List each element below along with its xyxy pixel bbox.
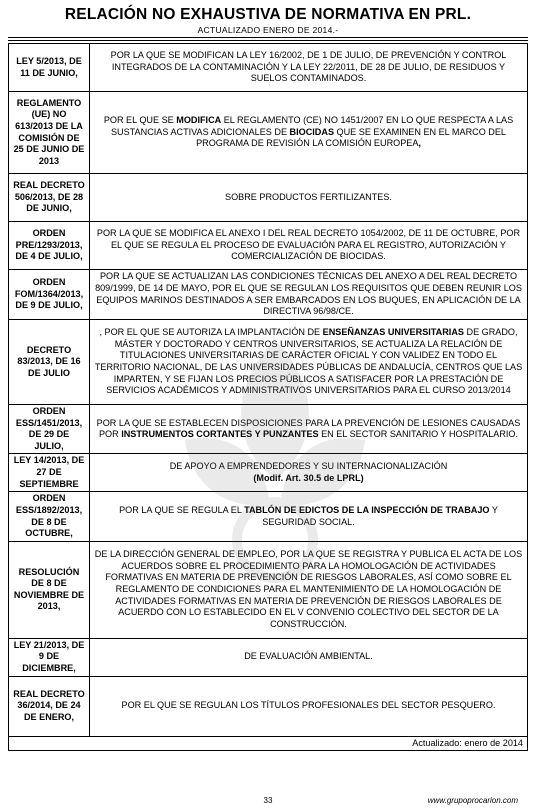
description-emphasis: BIOCIDAS	[289, 126, 335, 137]
regulation-reference: LEY 21/2013, DE 9 DE DICIEMBRE,	[9, 638, 90, 676]
description-part: QUE SE EXAMINEN EN EL MARCO DEL PROGRAMA DE REVISIÓN LA COMISIÓN EUROPEA	[196, 126, 506, 149]
description-part: DE APOYO A EMPRENDEDORES Y SU INTERNACIONALIZACIÓN	[169, 461, 448, 472]
regulation-reference: REGLAMENTO (UE) NO 613/2013 DE LA COMISIÓN DE 25 DE JUNIO DE 2013	[9, 92, 90, 174]
regulation-reference: ORDEN ESS/1451/2013, DE 29 DE JULIO,	[9, 405, 90, 454]
table-row	[9, 676, 528, 736]
page-title	[0, 6, 536, 24]
regulation-reference: ORDEN ESS/1892/2013, DE 8 DE OCTUBRE,	[9, 492, 90, 541]
description-emphasis: ENSEÑANZAS UNIVERSITARIAS	[322, 327, 464, 338]
footer-website: www.grupoprocarion.com	[427, 796, 518, 805]
description-emphasis: TABLÓN DE EDICTOS DE LA INSPECCIÓN DE TRABAJO	[244, 504, 490, 515]
description-emphasis: ,	[418, 138, 421, 149]
regulation-reference: REAL DECRETO 506/2013, DE 28 DE JUNIO,	[9, 174, 90, 222]
description-part: POR EL QUE SE	[103, 115, 177, 126]
regulation-reference: REAL DECRETO 36/2014, DE 24 DE ENERO,	[9, 676, 90, 736]
table-row	[9, 270, 528, 320]
header-rule	[8, 37, 528, 38]
regulation-description	[90, 405, 528, 454]
page-number: 33	[263, 796, 273, 805]
regulation-reference: LEY 14/2013, DE 27 DE SEPTIEMBRE	[9, 454, 90, 492]
table-footer-row	[9, 736, 528, 751]
table-row	[9, 405, 528, 454]
regulation-description: POR LA QUE SE ACTUALIZAN LAS CONDICIONES TÉCNICAS DEL ANEXO A DEL REAL DECRETO 809/1999, DE 14 DE MAYO, POR EL QUE SE REGULAN LOS REQUISITOS QUE DEBEN REUNIR LOS EQUIPOS MARINOS DESTINADOS A SER EMBARCADOS EN LOS BUQUES, EN APLICACIÓN DE LA DIRECTIVA 96/98/CE.	[90, 270, 528, 320]
description-part: POR LA QUE SE REGULA EL	[119, 504, 245, 515]
regulation-description: DE LA DIRECCIÓN GENERAL DE EMPLEO, POR LA QUE SE REGISTRA Y PUBLICA EL ACTA DE LOS ACUERDOS SOBRE EL PROCEDIMIENTO PARA LA HOMOLOGACIÓN DE ACTIVIDADES FORMATIVAS EN MATERIA DE PREVENCIÓN DE RIESGOS LABORALES, ASÍ COMO SOBRE EL REGLAMENTO DE CONDICIONES PARA EL MANTENIMIENTO DE LA HOMOLOGACIÓN DE ACTIVIDADES FORMATIVAS EN MATERIA DE PREVENCIÓN DE RIESGOS LABORALES DE ACUERDO CON LO ESTABLECIDO EN EL V CONVENIO COLECTIVO DEL SECTOR DE LA CONSTRUCCIÓN.	[90, 541, 528, 638]
description-part: EN EL SECTOR SANITARIO Y HOSPITALARIO.	[318, 429, 519, 440]
description-part: DE GRADO, MÁSTER Y DOCTORADO Y CENTROS UNIVERSITARIOS, SE ACTUALIZA LA RELACIÓN DE TITULACIONES UNIVERSITARIAS DE CARÁCTER OFICIAL Y CON VALIDEZ EN TODO EL TERRITORIO NACIONAL, DE LAS UNIVERSIDADES PÚBLICAS DE ANDALUCÍA, CENTROS QUE LAS IMPARTEN, Y SE FIJAN LOS PRECIOS PÚBLICOS A SATISFACER POR LA PRESTACIÓN DE SERVICIOS ACADÉMICOS Y ADMINISTRATIVOS UNIVERSITARIOS PARA EL CURSO 2013/2014	[94, 327, 523, 396]
regulation-description: POR LA QUE SE MODIFICAN LA LEY 16/2002, DE 1 DE JULIO, DE PREVENCIÓN Y CONTROL INTEGRADOS DE LA CONTAMINACIÓN Y LA LEY 22/2011, DE 28 DE JULIO, DE RESIDUOS Y SUELOS CONTAMINADOS.	[90, 44, 528, 92]
table-row	[9, 638, 528, 676]
regulation-reference: RESOLUCIÓN DE 8 DE NOVIEMBRE DE 2013,	[9, 541, 90, 638]
regulation-reference: ORDEN PRE/1293/2013, DE 4 DE JULIO,	[9, 222, 90, 270]
title-text: RELACIÓN NO EXHAUSTIVA DE NORMATIVA EN PRL	[64, 6, 467, 23]
regulation-description	[90, 492, 528, 541]
table-row	[9, 92, 528, 174]
description-part: , POR EL QUE SE AUTORIZA LA IMPLANTACIÓN DE	[99, 327, 323, 338]
page-subtitle: ACTUALIZADO ENERO DE 2014.-	[197, 25, 339, 35]
description-emphasis: INSTRUMENTOS CORTANTES Y PUNZANTES	[121, 429, 319, 440]
table-row	[9, 541, 528, 638]
description-emphasis: (Modif. Art. 30.5 de LPRL)	[253, 472, 364, 483]
table-row	[9, 492, 528, 541]
regulation-description	[90, 320, 528, 405]
table-row	[9, 320, 528, 405]
regulation-description	[90, 454, 528, 492]
regulation-description: SOBRE PRODUCTOS FERTILIZANTES.	[90, 174, 528, 222]
regulation-reference: LEY 5/2013, DE 11 DE JUNIO,	[9, 44, 90, 92]
description-part: EL REGLAMENTO (CE) NO 1451/2007 EN LO QUE RESPECTA A LAS SUSTANCIAS ACTIVAS ADICIONALES DE	[110, 115, 514, 137]
table-row	[9, 44, 528, 92]
table-row	[9, 174, 528, 222]
regulation-description	[90, 92, 528, 174]
regulation-description: DE EVALUACIÓN AMBIENTAL.	[90, 638, 528, 676]
regulation-description: POR LA QUE SE MODIFICA EL ANEXO I DEL REAL DECRETO 1054/2002, DE 11 DE OCTUBRE, POR EL QUE SE REGULA EL PROCESO DE EVALUACIÓN PARA EL REGISTRO, AUTORIZACIÓN Y COMERCIALIZACIÓN DE BIOCIDAS.	[90, 222, 528, 270]
regulation-description: POR EL QUE SE REGULAN LOS TÍTULOS PROFESIONALES DEL SECTOR PESQUERO.	[90, 676, 528, 736]
table-updated-note: Actualizado: enero de 2014	[9, 736, 528, 751]
table-row	[9, 454, 528, 492]
table-row	[9, 222, 528, 270]
regulation-reference: DECRETO 83/2013, DE 16 DE JULIO	[9, 320, 90, 405]
description-part: Y SEGURIDAD SOCIAL.	[262, 504, 498, 527]
regulations-table	[8, 43, 528, 751]
description-emphasis: MODIFICA	[176, 115, 222, 126]
title-suffix: .	[466, 6, 472, 23]
regulation-reference: ORDEN FOM/1364/2013, DE 9 DE JULIO,	[9, 270, 90, 320]
header-rule-second	[8, 40, 528, 41]
description-part: POR LA QUE SE ESTABLECEN DISPOSICIONES PARA LA PREVENCIÓN DE LESIONES CAUSADAS POR	[96, 417, 521, 440]
